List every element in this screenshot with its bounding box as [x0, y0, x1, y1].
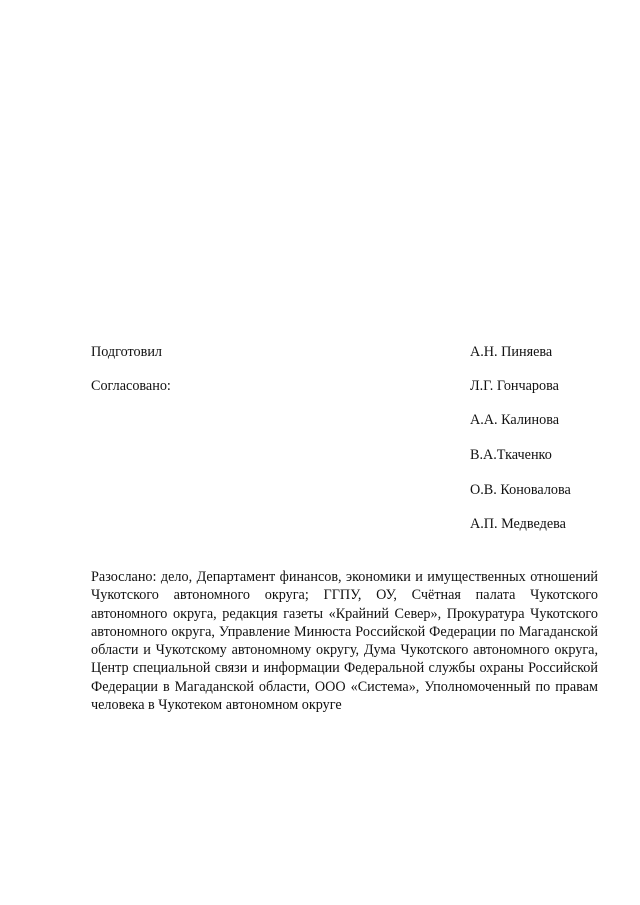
signature-row-prepared: [91, 342, 611, 362]
signature-row-agreed: [91, 376, 611, 396]
signatory-name: В.А.Ткаченко: [470, 447, 552, 463]
signatory-name: А.Н. Пиняева: [470, 344, 553, 360]
signature-row: [91, 445, 611, 465]
distribution-list: Разослано: дело, Департамент финансов, экономики и имущественных отношений Чукотского автономного округа; ГГПУ, ОУ, Счётная палата Чукотского автономного округа, редакция газеты «Крайний Север», Прокуратура Чукотского автономного округа, Управление Минюста Российской Федерации по Магаданской области и Чукотскому автономному округу, Дума Чукотского автономного округа, Центр специальной связи и информации Федеральной службы охраны Российской Федерации в Магаданской области, ООО «Система», Уполномоченный по правам человека в Чукотеком автономном округе: [91, 569, 598, 714]
signatory-name: А.А. Калинова: [470, 412, 559, 428]
role-label: Согласовано:: [91, 378, 171, 394]
signature-row: [91, 480, 611, 500]
signature-row: [91, 514, 611, 534]
role-label: Подготовил: [91, 344, 162, 360]
signatory-name: А.П. Медведева: [470, 516, 566, 532]
signature-row: [91, 410, 611, 430]
signatory-name: О.В. Коновалова: [470, 482, 571, 498]
signatory-name: Л.Г. Гончарова: [470, 378, 559, 394]
